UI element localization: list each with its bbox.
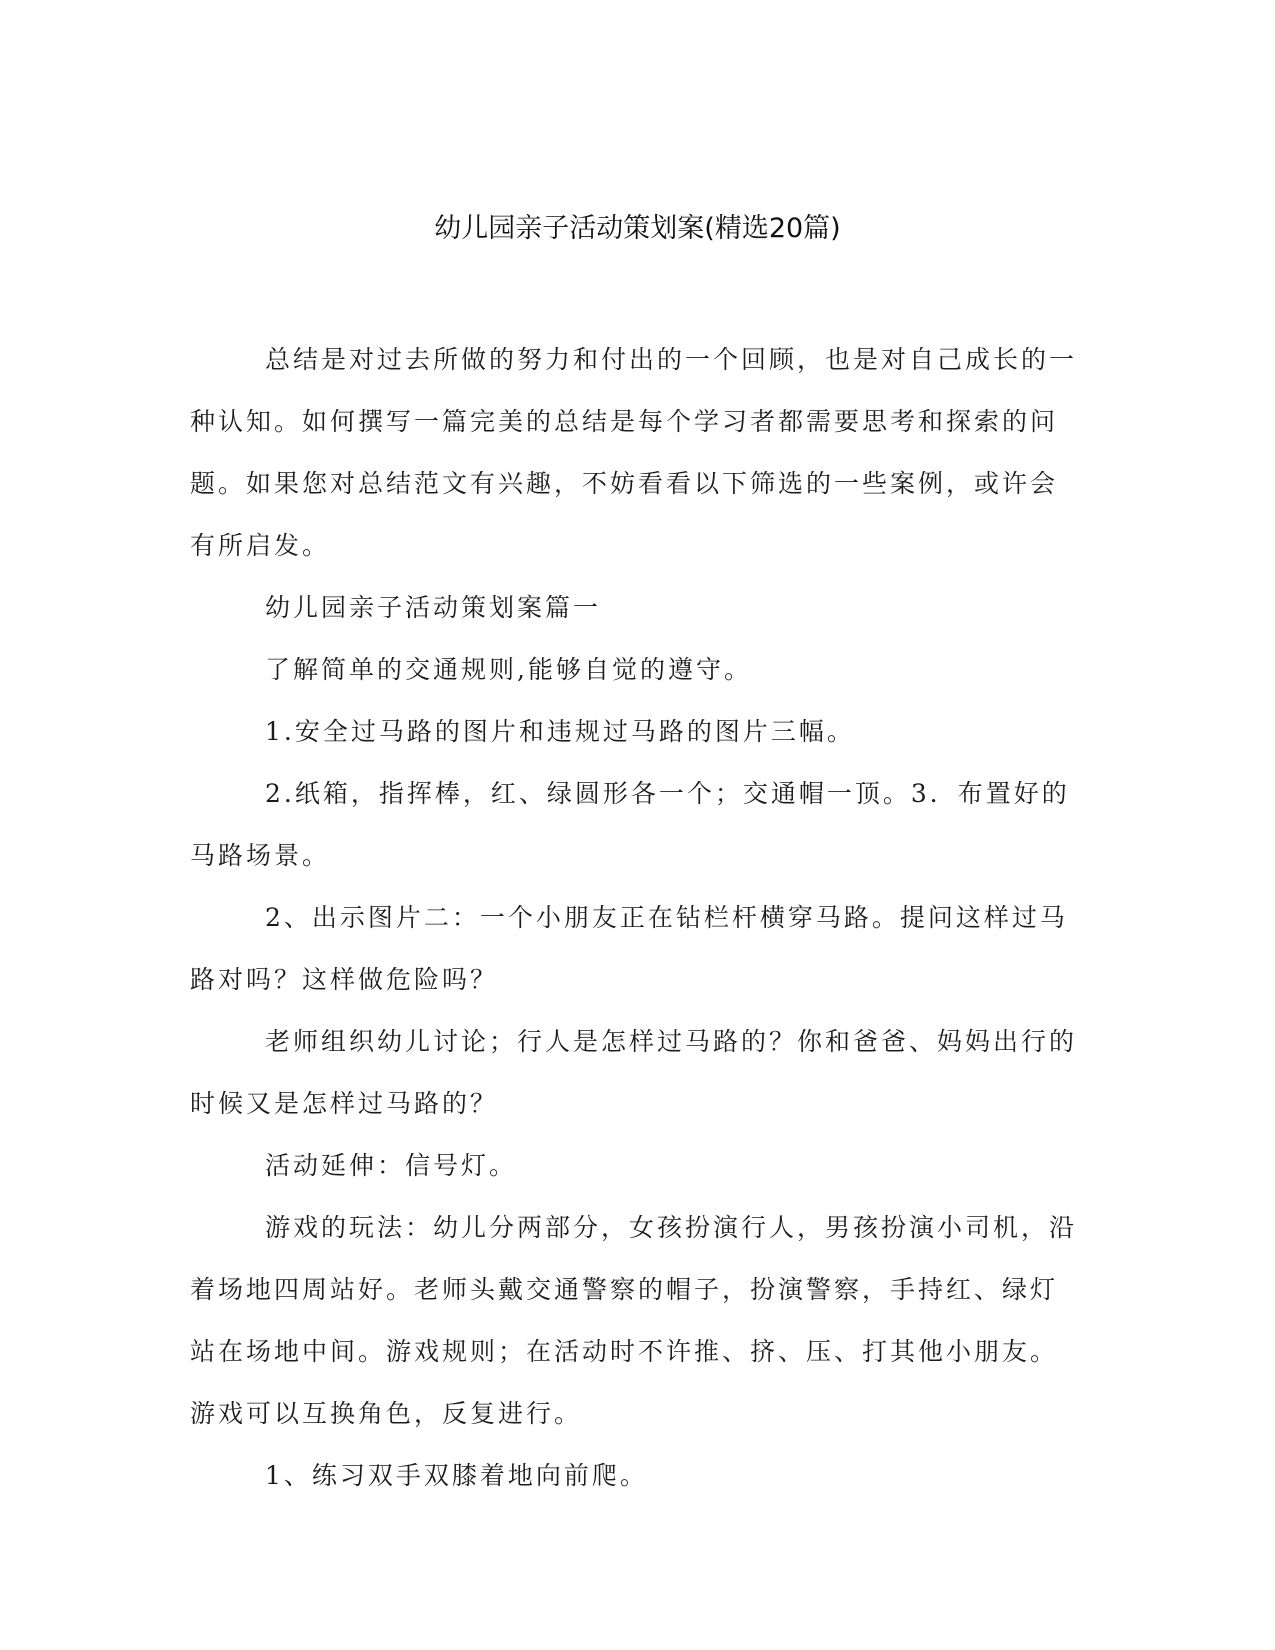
paragraph: 老师组织幼儿讨论；行人是怎样过马路的？你和爸爸、妈妈出行的时候又是怎样过马路的？ — [190, 1027, 1078, 1118]
document-body — [190, 329, 1085, 1507]
paragraph: 活动延伸：信号灯。 — [265, 1151, 518, 1180]
paragraph: 游戏的玩法：幼儿分两部分，女孩扮演行人，男孩扮演小司机，沿着场地四周站好。老师头戴交通警察的帽子，扮演警察，手持红、绿灯站在场地中间。游戏规则；在活动时不许推、挤、压、打其他小朋友。游戏可以互换角色，反复进行。 — [190, 1213, 1078, 1428]
paragraph: 1、练习双手双膝着地向前爬。 — [265, 1461, 648, 1490]
section-heading: 幼儿园亲子活动策划案篇一 — [265, 593, 602, 622]
paragraph: 2、出示图片二：一个小朋友正在钻栏杆横穿马路。提问这样过马路对吗？这样做危险吗？ — [190, 903, 1068, 994]
paragraph: 了解简单的交通规则,能够自觉的遵守。 — [265, 655, 752, 684]
paragraph: 2.纸箱，指挥棒，红、绿圆形各一个；交通帽一顶。3．布置好的马路场景。 — [190, 779, 1070, 870]
intro-paragraph: 总结是对过去所做的努力和付出的一个回顾，也是对自己成长的一种认知。如何撰写一篇完美的总结是每个学习者都需要思考和探索的问题。如果您对总结范文有兴趣，不妨看看以下筛选的一些案例，或许会有所启发。 — [190, 345, 1078, 560]
document-title: 幼儿园亲子活动策划案(精选20篇) — [434, 213, 841, 244]
paragraph: 1.安全过马路的图片和违规过马路的图片三幅。 — [265, 717, 855, 746]
